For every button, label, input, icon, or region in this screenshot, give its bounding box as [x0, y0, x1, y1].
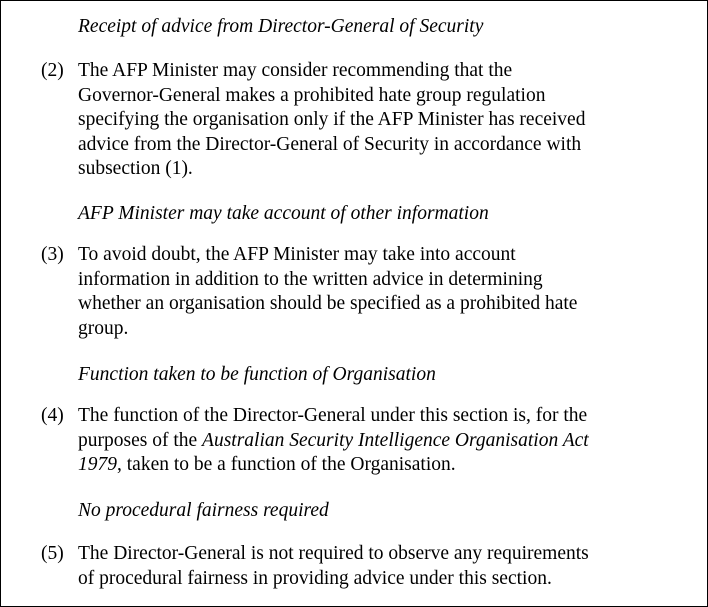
subsection-number: (2) [41, 60, 64, 81]
text-line: The Director-General is not required to observe any requirements [78, 543, 589, 564]
text-line [78, 429, 678, 454]
section-heading: Receipt of advice from Director-General of Security [78, 16, 484, 37]
subsection-number: (5) [41, 543, 64, 564]
act-title: Australian Security Intelligence Organisation Act [202, 429, 589, 451]
subsection-text [78, 404, 678, 478]
section-heading: Function taken to be function of Organisation [78, 364, 436, 385]
text-line: Governor-General makes a prohibited hate group regulation [78, 84, 546, 106]
text-fragment: , taken to be a function of the Organisation. [117, 454, 456, 475]
text-fragment: purposes of the [78, 429, 203, 451]
text-line: subsection (1). [78, 158, 193, 179]
text-line: whether an organisation should be specified as a prohibited hate [78, 293, 578, 314]
text-line: specifying the organisation only if the AFP Minister has received [78, 109, 586, 130]
section-heading: No procedural fairness required [78, 500, 329, 521]
act-title: 1979 [78, 454, 117, 475]
text-line: The function of the Director-General under this section is, for the [78, 405, 588, 426]
section-heading: AFP Minister may take account of other information [78, 203, 489, 224]
text-line: information in addition to the written advice in determining [78, 268, 543, 290]
subsection-text [78, 542, 678, 591]
text-line: To avoid doubt, the AFP Minister may take into account [78, 244, 516, 265]
subsection-number: (3) [41, 244, 64, 265]
text-line: The AFP Minister may consider recommending that the [78, 60, 513, 81]
subsection-text [78, 243, 678, 341]
text-line: group. [78, 317, 129, 339]
text-line: of procedural fairness in providing advice under this section. [78, 567, 552, 589]
text-line [78, 453, 678, 478]
text-line: advice from the Director-General of Security in accordance with [78, 133, 582, 155]
subsection-text [78, 59, 678, 182]
subsection-number: (4) [41, 405, 64, 426]
